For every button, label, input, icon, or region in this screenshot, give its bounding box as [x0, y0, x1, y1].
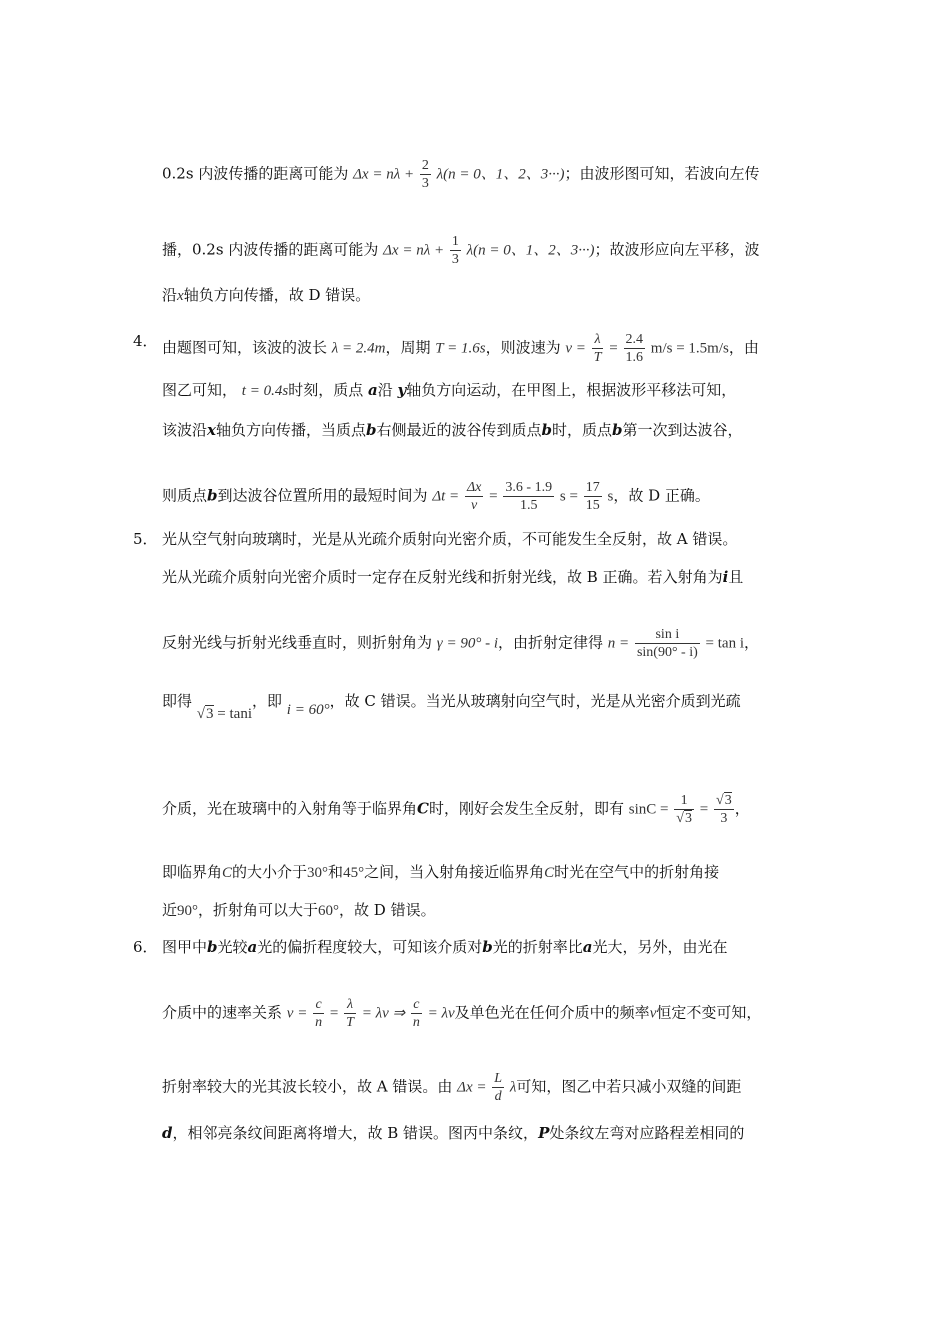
question-number: 4． — [133, 332, 158, 350]
text-line: 该波沿x轴负方向传播，当质点b右侧最近的波谷传到质点b时，质点b第一次到达波谷， — [162, 421, 743, 439]
formula: λ(n = 0、1、2、3···) — [436, 166, 565, 183]
text-line: 播，0.2s 内波传播的距离可能为 Δx = nλ + $\frac{1}{3}$ λ(n = 0、1、2、3···)；故波形应向左平移，波 — [162, 234, 760, 267]
fraction: $\frac{1}{√3}$ — [676, 793, 692, 826]
fraction: $\frac{17}{15}$ — [585, 480, 600, 513]
fraction: $\frac{2}{3}$ — [421, 158, 429, 191]
question-number: 5． — [133, 530, 158, 548]
text-line: d，相邻亮条纹间距离将增大，故 B 错误。图丙中条纹，P处条纹左弯对应路程差相同的 — [162, 1124, 745, 1142]
fraction: $\frac{3.6 - 1.9}{1.5}$ — [505, 480, 553, 513]
fraction: $\frac{\text{sin i}}{\sin(90^\circ - i)}$ — [636, 627, 698, 660]
text-line: 由题图可知，该波的波长 λ = 2.4m，周期 T = 1.6s，则波速为 v = $\frac{\lambda}{T}$ = $\frac{2.4}{1.6}$ m/s = 1.5m/s，由 — [162, 332, 759, 365]
formula: λ(n = 0、1、2、3···) — [466, 242, 595, 259]
text-line: 折射率较大的光其波长较小，故 A 错误。由 Δx = $\frac{L}{d}$ λ可知，图乙中若只减小双缝的间距 — [162, 1071, 742, 1104]
text-line: 则质点b到达波谷位置所用的最短时间为 Δt = $\frac{\Delta x}{v}$ = $\frac{3.6 - 1.9}{1.5}$ s = $\frac{17}{15}$ s，故 D 正确。 — [162, 480, 710, 513]
fraction: $\frac{\lambda}{T}$ — [593, 332, 602, 365]
fraction: $\frac{2.4}{1.6}$ — [625, 332, 644, 365]
text-line: 反射光线与折射光线垂直时，则折射角为 γ = 90° - i，由折射定律得 n = $\frac{\text{sin i}}{\sin(90^\circ - i)}$ = tan i， — [162, 627, 760, 660]
fraction: $\frac{c}{n}$ — [412, 997, 420, 1030]
text-line: 光从光疏介质射向光密介质时一定存在反射光线和折射光线，故 B 正确。若入射角为i且 — [162, 568, 744, 586]
formula: Δx = nλ + — [353, 166, 415, 183]
fraction: $\frac{1}{3}$ — [451, 234, 459, 267]
fraction: $\frac{L}{d}$ — [494, 1071, 503, 1104]
text-line: 图甲中b光较a光的偏折程度较大，可知该介质对b光的折射率比a光大，另外，由光在 — [162, 938, 728, 956]
question-number: 6． — [133, 938, 158, 956]
text-line: 光从空气射向玻璃时，光是从光疏介质射向光密介质，不可能发生全反射，故 A 错误。 — [162, 530, 738, 548]
text-line: 近90°，折射角可以大于60°，故 D 错误。 — [162, 901, 436, 919]
formula: Δx = nλ + — [383, 242, 445, 259]
text-line: 介质中的速率关系 v = $\frac{c}{n}$ = $\frac{\lambda}{T}$ = λν ⇒ $\frac{c}{n}$ = λν及单色光在任何介质中的频率ν恒定不变可知， — [162, 997, 762, 1030]
text-line: 0.2s 内波传播的距离可能为 Δx = nλ + $\frac{2}{3}$ λ(n = 0、1、2、3···)；由波形图可知，若波向左传 — [162, 158, 760, 191]
text-line: 沿x轴负方向传播，故 D 错误。 — [162, 286, 371, 304]
text-line: 即临界角C的大小介于30°和45°之间，当入射角接近临界角C时光在空气中的折射角接 — [162, 863, 720, 881]
text-line: 图乙可知， t = 0.4s时刻，质点 a沿 y轴负方向运动，在甲图上，根据波形平移法可知， — [162, 381, 737, 399]
text-line: 介质，光在玻璃中的入射角等于临界角C时，刚好会发生全反射，即有 sinC = $\frac{1}{√3}$ = $\frac{√3}{3}$ ， — [162, 793, 750, 826]
fraction: $\frac{c}{n}$ — [315, 997, 323, 1030]
fraction: $\frac{\Delta x}{v}$ — [466, 480, 482, 513]
fraction: $\frac{√3}{3}$ — [716, 793, 732, 826]
fraction: $\frac{\lambda}{T}$ — [346, 997, 354, 1030]
text-line: 即得 √3 = tani，即 i = 60°，故 C 错误。当光从玻璃射向空气时，光是从光密介质到光疏 — [162, 692, 741, 722]
